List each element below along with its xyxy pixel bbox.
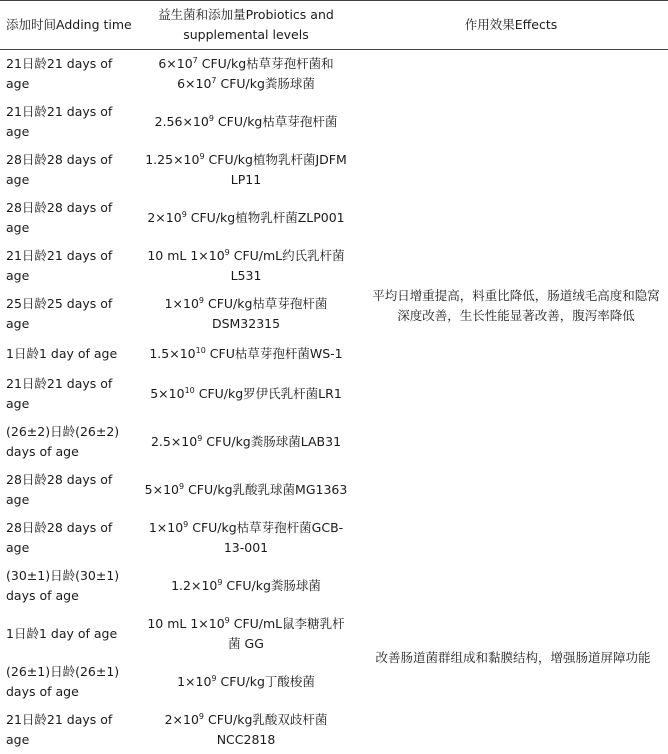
adding-time-cell: 21日龄21 days of age (6, 247, 113, 283)
probiotic-level-cell: $1.5\times 10^{10}$ CFU枯草芽孢杆菌WS-1 (149, 345, 343, 361)
probiotic-level-cell: $5\times 10^{10}$ CFU/kg罗伊氏乳杆菌LR1 (150, 385, 342, 401)
adding-time-cell: 21日龄21 days of age (6, 375, 113, 411)
header-effects: 作用效果Effects (354, 1, 668, 50)
probiotic-level-cell: $1\times 10^9$ CFU/kg枯草芽孢杆菌GCB-13-001 (148, 519, 344, 555)
adding-time-cell: 1日龄1 day of age (6, 345, 118, 361)
adding-time-cell: 28日龄28 days of age (6, 519, 113, 555)
probiotic-level-cell: $1\times 10^9$ CFU/kg丁酸梭菌 (177, 673, 315, 689)
adding-time-cell: 21日龄21 days of age (6, 711, 113, 747)
effect-cell-barrier: 改善肠道菌群组成和黏膜结构，增强肠道屏障功能 (375, 649, 651, 665)
probiotic-level-cell: 10 mL $1\times 10^9$ CFU/mL鼠李糖乳杆菌 GG (147, 615, 345, 651)
adding-time-cell: (30±1)日龄(30±1) days of age (6, 567, 120, 603)
probiotic-level-cell: $2.56\times 10^9$ CFU/kg枯草芽孢杆菌 (154, 113, 338, 129)
table-row (0, 50, 668, 98)
probiotic-level-cell: $2.5\times 10^9$ CFU/kg粪肠球菌LAB31 (150, 433, 342, 449)
probiotic-level-cell: $1.2\times 10^9$ CFU/kg粪肠球菌 (171, 577, 321, 593)
probiotic-level-cell: $2\times 10^9$ CFU/kg乳酸双歧杆菌 NCC2818 (164, 711, 328, 747)
adding-time-cell: (26±2)日龄(26±2) days of age (6, 423, 120, 459)
probiotic-level-cell: $1\times 10^9$ CFU/kg枯草芽孢杆菌 DSM32315 (164, 295, 328, 331)
adding-time-cell: 21日龄21 days of age (6, 103, 113, 139)
probiotic-level-cell: 10 mL $1\times 10^9$ CFU/mL约氏乳杆菌 L531 (147, 247, 345, 283)
adding-time-cell: 28日龄28 days of age (6, 199, 113, 235)
adding-time-cell: 28日龄28 days of age (6, 471, 113, 507)
table-row (0, 562, 668, 610)
adding-time-cell: 25日龄25 days of age (6, 295, 113, 331)
adding-time-cell: 28日龄28 days of age (6, 151, 113, 187)
header-probiotics-levels: 益生菌和添加量Probiotics and supplemental levels (138, 1, 354, 50)
probiotic-level-cell: $5\times 10^9$ CFU/kg乳酸乳球菌MG1363 (144, 481, 348, 497)
header-row (0, 1, 668, 50)
effect-cell-growth: 平均日增重提高，料重比降低，肠道绒毛高度和隐窝深度改善，生长性能显著改善，腹泻率降低 (372, 287, 660, 323)
header-adding-time: 添加时间Adding time (0, 1, 138, 50)
probiotic-level-cell: $6\times 10^7$ CFU/kg枯草芽孢杆菌和$6\times 10^7$ CFU/kg粪肠球菌 (158, 55, 334, 91)
probiotic-level-cell: $2\times 10^9$ CFU/kg植物乳杆菌ZLP001 (147, 209, 345, 225)
adding-time-cell: (26±1)日龄(26±1) days of age (6, 663, 120, 699)
probiotic-level-cell: $1.25\times 10^9$ CFU/kg植物乳杆菌JDFM LP11 (145, 151, 347, 187)
adding-time-cell: 1日龄1 day of age (6, 625, 118, 641)
adding-time-cell: 21日龄21 days of age (6, 55, 113, 91)
